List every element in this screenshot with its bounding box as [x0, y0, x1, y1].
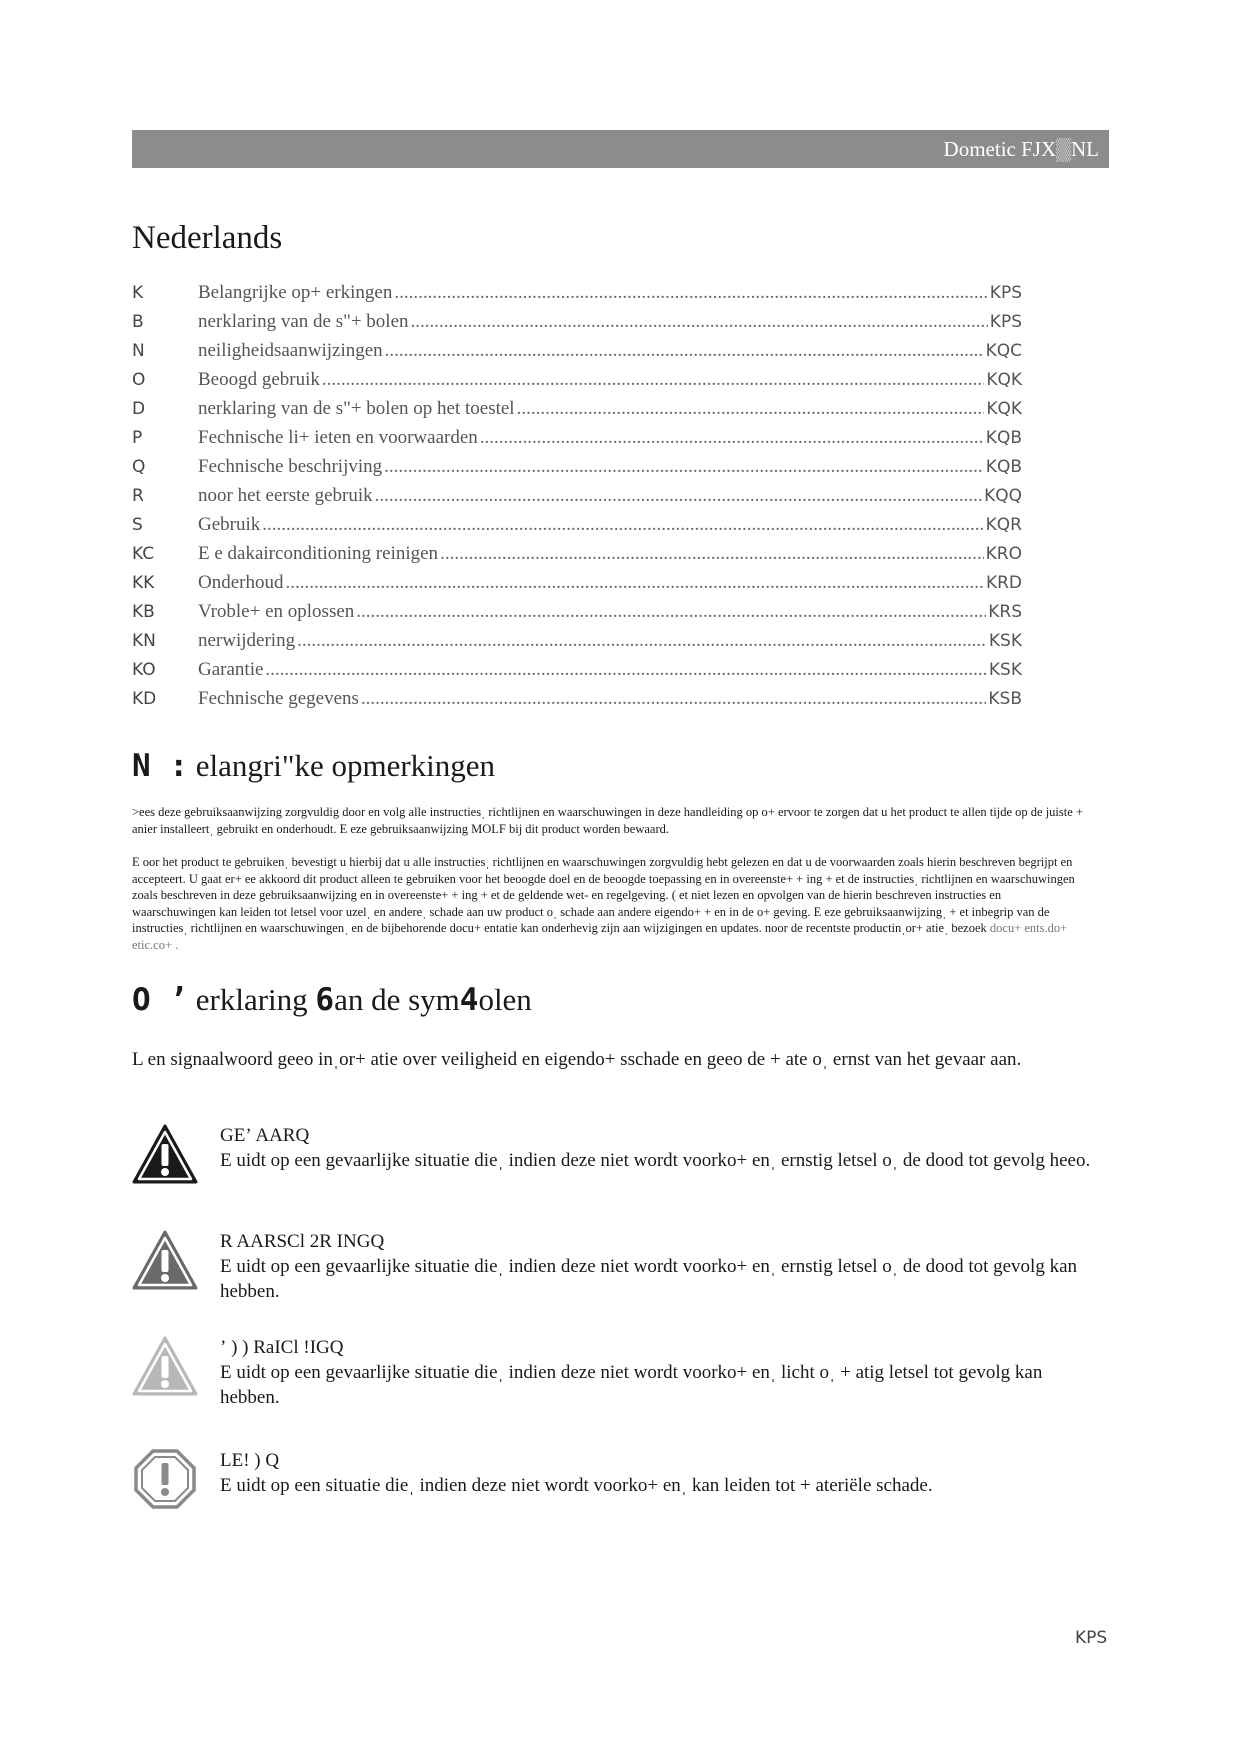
toc-number: N [132, 341, 145, 361]
section-heading-important-notes [132, 748, 495, 784]
toc-row[interactable] [132, 688, 1032, 717]
toc-leader-dots [384, 456, 984, 478]
toc-number: B [132, 312, 144, 332]
toc-number: D [132, 399, 146, 419]
toc-label: Garantie [198, 659, 264, 680]
toc-row[interactable] [132, 456, 1032, 485]
toc-leader-dots [411, 311, 988, 333]
toc-leader-dots [285, 572, 983, 594]
toc-leader-dots [517, 398, 985, 420]
toc-number: S [132, 515, 143, 535]
toc-label: Beoogd gebruik [198, 369, 320, 390]
toc-row[interactable] [132, 601, 1032, 630]
toc-page-number: KQK [986, 370, 1022, 390]
toc-number: Q [132, 457, 146, 477]
signal-word: GEʼ AARQ [220, 1125, 310, 1146]
toc-leader-dots [385, 340, 984, 362]
documents-link[interactable]: docu+ ents.do+ etic.co+ . [132, 921, 1068, 952]
toc-row[interactable] [132, 659, 1032, 688]
toc-leader-dots [480, 427, 984, 449]
toc-page-number: KSK [988, 631, 1022, 651]
section-title-glyph: 6 [315, 982, 335, 1018]
toc-label: Onderhoud [198, 572, 284, 593]
toc-page-number: KQC [985, 341, 1022, 361]
toc-row[interactable] [132, 311, 1032, 340]
section-number: O ʼ [132, 982, 188, 1018]
toc-page-number: KRO [985, 544, 1022, 564]
toc-label: Fechnische li+ ieten en voorwaarden [198, 427, 478, 448]
signal-word: ʼ ) ) RaICl !IGQ [220, 1337, 344, 1358]
hazard-description: E uidt op een gevaarlijke situatie dieˌ indien deze niet wordt voorko+ enˌ ernstig letsel oˌ de dood tot gevolg kan hebben. [220, 1256, 1078, 1302]
toc-row[interactable] [132, 543, 1032, 572]
section-title: elangri"ke opmerkingen [195, 748, 496, 783]
warning-triangle-gray-icon [132, 1229, 198, 1291]
warning-triangle-black-icon [132, 1123, 198, 1185]
toc-number: KK [132, 573, 155, 593]
toc-label: Fechnische beschrijving [198, 456, 383, 477]
toc-row[interactable] [132, 427, 1032, 456]
page-title: Nederlands [132, 220, 283, 256]
paragraph-confirmation [132, 854, 1087, 953]
section-title-glyph: 4 [459, 982, 479, 1018]
hazard-description: E uidt op een gevaarlijke situatie dieˌ indien deze niet wordt voorko+ enˌ licht oˌ + atig letsel tot gevolg kan hebben. [220, 1362, 1043, 1408]
warning-triangle-light-gray-icon [132, 1335, 198, 1397]
toc-page-number: KPS [989, 312, 1022, 332]
toc-row[interactable] [132, 630, 1032, 659]
toc-page-number: KQR [985, 515, 1022, 535]
toc-leader-dots [440, 543, 984, 565]
toc-number: KC [132, 544, 155, 564]
toc-label: Belangrijke op+ erkingen [198, 282, 393, 303]
toc-leader-dots [375, 485, 982, 507]
toc-page-number: KRD [985, 573, 1022, 593]
toc-row[interactable] [132, 514, 1032, 543]
toc-label: noor het eerste gebruik [198, 485, 373, 506]
toc-number: KN [132, 631, 156, 651]
toc-label: neiligheidsaanwijzingen [198, 340, 383, 361]
section-heading-symbols [132, 982, 532, 1018]
table-of-contents [132, 282, 1032, 717]
toc-row[interactable] [132, 369, 1032, 398]
toc-label: nerwijdering [198, 630, 296, 651]
toc-row[interactable] [132, 485, 1032, 514]
toc-leader-dots [356, 601, 986, 623]
hazard-description: E uidt op een gevaarlijke situatie dieˌ indien deze niet wordt voorko+ enˌ ernstig letsel oˌ de dood tot gevolg heeo. [220, 1150, 1091, 1171]
hazard-description: E uidt op een situatie dieˌ indien deze niet wordt voorko+ enˌ kan leiden tot + ateriële schade. [220, 1475, 933, 1496]
paragraph-confirmation-text: E oor het product te gebruikenˌ bevestigt u hierbij dat u alle instructiesˌ richtlijnen en waarschuwingen zorgvuldig hebt gelezen en dat u de voorwaarden zoals hierin beschreven begrijpt en accepteert. U gaat er+ ee akkoord dit product alleen te gebruiken voor het beoogde doel en de beoogde toepassing en in overeenste+ + ing + et de instructiesˌ richtlijnen en waarschuwingen zoals beschreven in deze gebruiksaanwijzing en in overeenste+ + ing + et de geldende wet- en regelgeving. ( et niet lezen en opvolgen van de hierin beschreven instructies en waarschuwingen kan leiden tot letsel voor uzelˌ en andereˌ schade aan uw product oˌ schade aan andere eigendo+ + en in de o+ geving. E eze gebruiksaanwijzingˌ + et inbegrip van de instructiesˌ richtlijnen en waarschuwingenˌ en de bijbehorende docu+ entatie kan onderhevig zijn aan wijzigingen en updates. noor de recentste productinˌor+ atieˌ bezoek [132, 855, 1075, 935]
toc-number: KB [132, 602, 155, 622]
toc-label: Fechnische gegevens [198, 688, 359, 709]
paragraph-read-instructions: >ees deze gebruiksaanwijzing zorgvuldig door en volg alle instructiesˌ richtlijnen en waarschuwingen in deze handleiding op o+ ervoor te zorgen dat u het product te allen tijde op de juiste + anier installeertˌ gebruikt en onderhoudt. E eze gebruiksaanwijzing MOLF bij dit product worden bewaard. [132, 805, 1083, 836]
toc-leader-dots [262, 514, 983, 536]
toc-row[interactable] [132, 572, 1032, 601]
toc-number: O [132, 370, 146, 390]
notice-octagon-icon [132, 1448, 198, 1510]
toc-page-number: KRS [988, 602, 1022, 622]
toc-row[interactable] [132, 398, 1032, 427]
toc-page-number: KQB [985, 457, 1022, 477]
toc-row[interactable] [132, 340, 1032, 369]
signal-word: R AARSCl 2R INGQ [220, 1231, 385, 1252]
toc-number: KO [132, 660, 156, 680]
section-title-part: erklaring [195, 982, 316, 1017]
signal-word: LE! ) Q [220, 1450, 280, 1471]
header-bar [132, 130, 1109, 168]
toc-page-number: KPS [989, 283, 1022, 303]
toc-page-number: KSB [988, 689, 1022, 709]
header-title: Dometic FJX▒NL [943, 137, 1099, 161]
section-number: N : [132, 748, 188, 784]
toc-leader-dots [394, 282, 987, 304]
toc-label: Vroble+ en oplossen [198, 601, 355, 622]
toc-leader-dots [297, 630, 987, 652]
toc-label: E e dakairconditioning reinigen [198, 543, 439, 564]
page-number: KPS [1075, 1628, 1108, 1648]
toc-page-number: KQB [985, 428, 1022, 448]
toc-label: Gebruik [198, 514, 261, 535]
toc-page-number: KQQ [984, 486, 1022, 506]
toc-leader-dots [265, 659, 987, 681]
toc-number: P [132, 428, 143, 448]
toc-row[interactable] [132, 282, 1032, 311]
section-title-part: an de sym [334, 982, 460, 1017]
toc-number: R [132, 486, 144, 506]
signal-word-intro: L en signaalwoord geeo inˌor+ atie over veiligheid en eigendo+ sschade en geeo de + ate oˌ ernst van het gevaar aan. [132, 1049, 1022, 1070]
toc-page-number: KSK [988, 660, 1022, 680]
toc-page-number: KQK [986, 399, 1022, 419]
toc-label: nerklaring van de s"+ bolen op het toestel [198, 398, 515, 419]
toc-leader-dots [322, 369, 984, 391]
section-title-part: olen [478, 982, 532, 1017]
toc-leader-dots [361, 688, 986, 710]
toc-number: KD [132, 689, 157, 709]
toc-number: K [132, 283, 144, 303]
toc-label: nerklaring van de s"+ bolen [198, 311, 409, 332]
